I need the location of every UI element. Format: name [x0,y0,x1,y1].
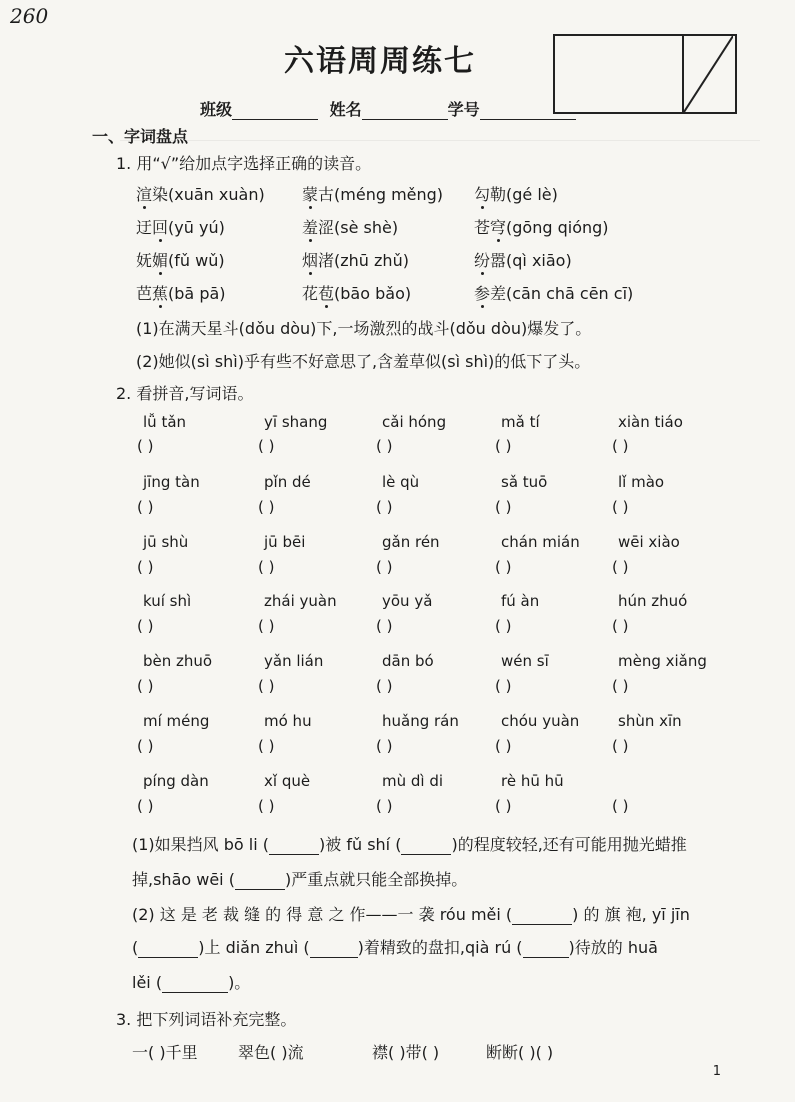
answer-blank[interactable]: ( ) [376,737,393,755]
pinyin-label: mù dì di [382,772,444,790]
q1-item-dotted-char: 苞 [318,284,335,303]
pinyin-label: píng dàn [143,772,209,790]
pinyin-label: wēi xiào [618,533,680,551]
q1-item-dotted-char: 回 [152,218,169,237]
pinyin-label: jū shù [143,533,189,551]
answer-blank[interactable]: ( ) [495,737,512,755]
answer-blank[interactable]: ( ) [258,737,275,755]
blank-boli[interactable] [269,854,319,855]
q1-item [136,248,225,271]
q1-item-dotted-char: 蕉 [152,284,169,303]
q1-item [302,248,409,271]
class-label: 班级 [200,100,233,119]
fill-4d: )待放的 huā [568,938,658,957]
answer-blank[interactable]: ( ) [612,617,629,635]
q1-item-post[interactable]: (yū yú) [168,218,225,237]
pinyin-label: wén sī [501,652,549,670]
answer-blank[interactable]: ( ) [376,437,393,455]
q1-item-dotted-char: 烟 [302,251,319,270]
pinyin-label: jīng tàn [143,473,200,491]
q1-item-post[interactable]: (bā pā) [168,284,226,303]
answer-blank[interactable]: ( ) [137,558,154,576]
q2-prompt: 2. 看拼音,写词语。 [116,384,254,403]
pinyin-label: rè hū hū [501,772,564,790]
q1-item-dotted-char: 羞 [302,218,319,237]
answer-blank[interactable]: ( ) [137,617,154,635]
answer-blank[interactable]: ( ) [137,737,154,755]
q1-item [302,215,398,238]
answer-blank[interactable]: ( ) [258,558,275,576]
q1-item-dotted-char: 勾 [474,185,491,204]
q1-item-post[interactable]: 古(méng měng) [318,185,444,204]
blank-dianzhui[interactable] [310,957,358,958]
answer-blank[interactable]: ( ) [495,617,512,635]
pinyin-label: jū bēi [264,533,306,551]
answer-blank[interactable]: ( ) [612,558,629,576]
fill-4b: )上 diǎn zhuì ( [198,938,310,957]
answer-blank[interactable]: ( ) [376,558,393,576]
pinyin-label: fú àn [501,592,540,610]
pinyin-label: lè qù [382,473,420,491]
q1-item [474,248,572,271]
class-field[interactable] [232,119,318,120]
q1-item-post[interactable]: 嚣(qì xiāo) [490,251,572,270]
q1-item-pre: 花 [302,284,319,303]
answer-blank[interactable]: ( ) [258,617,275,635]
q1-item-post[interactable]: (gōng qióng) [506,218,609,237]
pinyin-label: kuí shì [143,592,192,610]
fill-line-3 [132,902,690,925]
name-label: 姓名 [329,100,362,119]
answer-blank[interactable]: ( ) [495,797,512,815]
pinyin-label: yǎn lián [264,652,324,670]
pinyin-label: dān bó [382,652,434,670]
q1-item-dotted-char: 参 [474,284,491,303]
answer-blank[interactable]: ( ) [137,677,154,695]
answer-blank[interactable]: ( ) [137,498,154,516]
answer-blank[interactable]: ( ) [612,498,629,516]
name-field[interactable] [362,119,448,120]
q1-prompt: 1. 用“√”给加点字选择正确的读音。 [116,154,372,173]
fill-5b: )。 [228,973,251,992]
pinyin-label: sǎ tuō [501,473,548,491]
answer-blank[interactable]: ( ) [612,677,629,695]
pinyin-label: cǎi hóng [382,413,447,431]
answer-blank[interactable]: ( ) [495,677,512,695]
pinyin-label: gǎn rén [382,533,440,551]
answer-blank[interactable]: ( ) [612,437,629,455]
fill-5a: lěi ( [132,973,163,992]
blank-qiaru[interactable] [523,957,569,958]
q1-item-dotted-char: 渲 [136,185,153,204]
pinyin-label: xǐ què [264,772,311,790]
q1-item [136,215,225,238]
pinyin-label: huǎng rán [382,712,459,730]
fill-4a: ( [132,938,139,957]
q1-sentence-1: (1)在满天星斗(dǒu dòu)下,一场激烈的战斗(dǒu dòu)爆发了。 [136,319,592,338]
pinyin-label: mèng xiǎng [618,652,707,670]
answer-blank[interactable]: ( ) [376,617,393,635]
idiom-fill-item[interactable]: 断断( )( ) [486,1043,554,1062]
q1-item-dotted-char: 纷 [474,251,491,270]
q1-item-post[interactable]: 勒(gé lè) [490,185,558,204]
q1-item-dotted-char: 媚 [152,251,169,270]
pinyin-label: lǚ tǎn [143,413,187,431]
pinyin-label: yōu yǎ [382,592,433,610]
answer-blank[interactable]: ( ) [258,437,275,455]
blank-fushi[interactable] [401,854,451,855]
pinyin-label: chán mián [501,533,580,551]
fill-line-4 [132,935,658,958]
pinyin-label: hún zhuó [618,592,688,610]
score-box-slash [684,36,733,112]
handwritten-note: 260 [10,4,49,28]
student-info [200,97,576,120]
pinyin-label: mí méng [143,712,210,730]
fill-2b: )严重点就只能全部换掉。 [284,870,468,889]
q1-item-post[interactable]: (bāo bǎo) [334,284,412,303]
page-title: 六语周周练七 [284,44,476,79]
pinyin-label: shùn xīn [618,712,682,730]
answer-blank[interactable]: ( ) [137,437,154,455]
answer-blank[interactable]: ( ) [376,677,393,695]
pinyin-label: bèn zhuō [143,652,213,670]
answer-blank[interactable]: ( ) [495,558,512,576]
fill-1a: (1)如果挡风 bō li ( [132,835,270,854]
pinyin-label: zhái yuàn [264,592,337,610]
q1-item-dotted-char: 蒙 [302,185,319,204]
q1-item-pre: 苍 [474,218,491,237]
fill-1b: )被 fǔ shí ( [319,835,402,854]
answer-blank[interactable]: ( ) [612,797,629,815]
number-field[interactable] [480,119,576,120]
answer-blank[interactable]: ( ) [258,498,275,516]
q3-prompt: 3. 把下列词语补充完整。 [116,1010,297,1029]
q1-item-pre: 妩 [136,251,153,270]
answer-blank[interactable]: ( ) [612,737,629,755]
q1-item [474,182,558,205]
fill-1c: )的程度较轻,还有可能用抛光蜡推 [451,835,687,854]
answer-blank[interactable]: ( ) [137,797,154,815]
section-heading: 一、字词盘点 [92,127,189,146]
pinyin-label: mǎ tí [501,413,540,431]
q1-item [474,215,609,238]
q1-item-post[interactable]: (fǔ wǔ) [168,251,225,270]
idiom-fill-item[interactable]: 一( )千里 [132,1043,198,1062]
fill-2a: 掉,shāo wēi ( [132,870,235,889]
q1-item [302,281,411,304]
answer-blank[interactable]: ( ) [376,797,393,815]
answer-blank[interactable]: ( ) [258,797,275,815]
pinyin-label: mó hu [264,712,312,730]
pinyin-label: xiàn tiáo [618,413,683,431]
blank-roumei[interactable] [512,924,572,925]
q1-item [302,182,443,205]
q1-item-post[interactable]: 差(cān chā cēn cī) [490,284,634,303]
q1-item [474,281,633,304]
score-box [553,34,737,114]
q1-item-dotted-char: 穹 [490,218,507,237]
fill-3a: (2) 这 是 老 裁 缝 的 得 意 之 作——一 袭 róu měi ( [132,905,513,924]
fill-line-5 [132,970,250,993]
pinyin-label: yī shang [264,413,328,431]
q1-item-pre: 迂 [136,218,153,237]
q1-item-post[interactable]: 染(xuān xuàn) [152,185,265,204]
q1-item [136,182,265,205]
q1-item [136,281,226,304]
q1-item-post[interactable]: 涩(sè shè) [318,218,399,237]
bleed-through-texture [120,140,760,151]
fill-3b: ) 的 旗 袍, yī jīn [572,905,690,924]
idiom-fill-item[interactable]: 翠色( )流 [238,1043,304,1062]
page-number: 1 [712,1064,721,1079]
fill-4c: )着精致的盘扣,qià rú ( [357,938,523,957]
pinyin-label: pǐn dé [264,473,311,491]
pinyin-label: chóu yuàn [501,712,580,730]
q1-sentence-2: (2)她似(sì shì)乎有些不好意思了,含羞草似(sì shì)的低下了头。 [136,352,591,371]
fill-line-2 [132,867,467,890]
answer-blank[interactable]: ( ) [495,437,512,455]
number-label: 学号 [447,100,480,119]
q1-item-post[interactable]: 渚(zhū zhǔ) [318,251,409,270]
blank-shaowei[interactable] [235,889,285,890]
fill-line-1 [132,832,687,855]
blank-hualei[interactable] [162,992,228,993]
blank-yijin[interactable] [138,957,198,958]
answer-blank[interactable]: ( ) [376,498,393,516]
idiom-fill-item[interactable]: 襟( )带( ) [372,1043,440,1062]
answer-blank[interactable]: ( ) [258,677,275,695]
answer-blank[interactable]: ( ) [495,498,512,516]
q1-item-pre: 芭 [136,284,153,303]
pinyin-label: lǐ mào [618,473,665,491]
